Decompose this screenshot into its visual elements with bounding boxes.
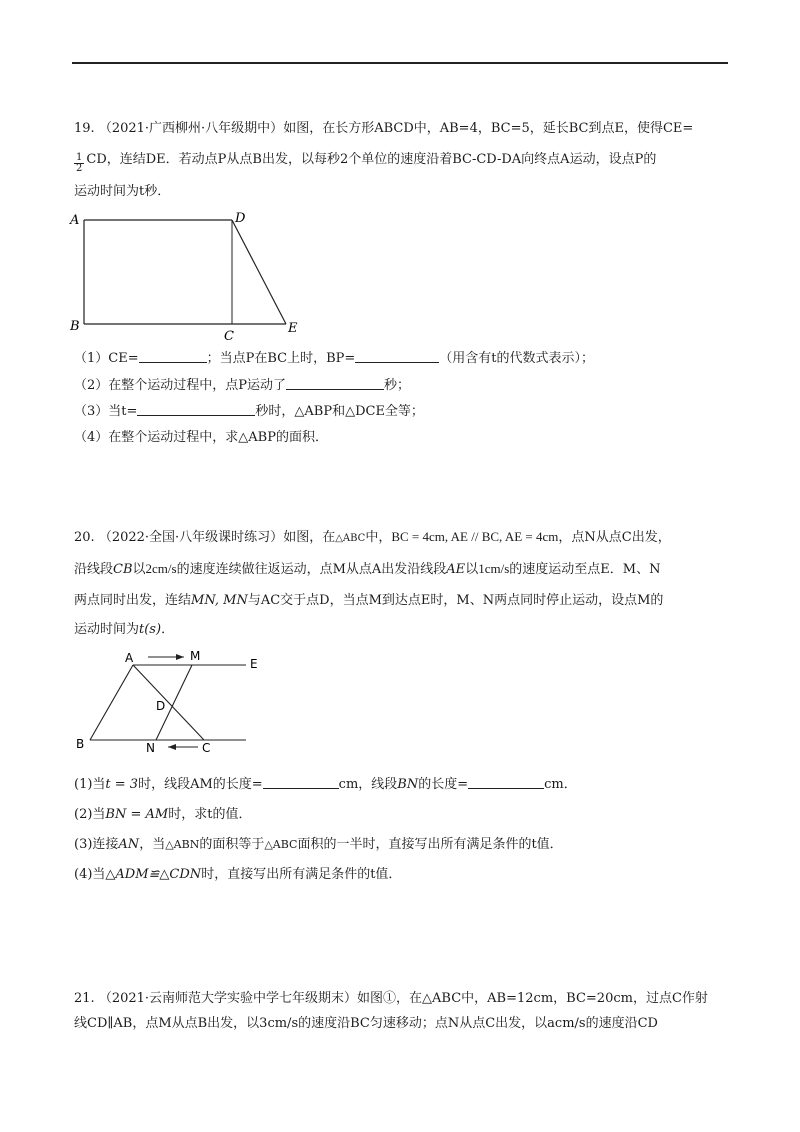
q20-sub-3: (3)连接AN，当△ABN的面积等于△ABC面积的一半时，直接写出所有满足条件的t值． — [74, 837, 563, 852]
q19-label-E: E — [288, 321, 298, 336]
q20-line-4: 运动时间为t(s)． — [74, 622, 175, 637]
q19-label-B: B — [70, 319, 80, 334]
q19-fraction: $\frac{1}{2}$ — [76, 152, 83, 174]
q20-sub-4: (4)当△ADM≌△CDN时，直接写出所有满足条件的t值． — [74, 867, 402, 882]
q19-sub-2: （2）在整个运动过程中，点P运动了 秒； — [74, 378, 411, 393]
q19-label-D: D — [235, 211, 246, 226]
arrow-left-icon — [168, 744, 176, 750]
svg-text:B: B — [76, 737, 85, 751]
q19-blank-1[interactable] — [139, 350, 207, 363]
header-rule — [72, 62, 728, 64]
q20-sub-1: (1)当t = 3时，线段AM的长度= cm，线段BN的长度= cm． — [74, 777, 577, 792]
q19-figure — [66, 208, 306, 344]
svg-text:D: D — [156, 699, 166, 713]
q19-blank-2[interactable] — [355, 350, 439, 363]
svg-text:A: A — [125, 651, 134, 665]
q20-line-2: 沿线段CB以2cm/s的速度连续做往返运动，点M从点A出发沿线段AE以1cm/s的速度运动至点E．M、N — [74, 561, 661, 577]
svg-text:M: M — [190, 649, 201, 663]
q19-line-1 — [74, 120, 693, 138]
q19-blank-4[interactable] — [137, 403, 255, 416]
q19-line-2 — [74, 151, 656, 174]
q19-source: （2021·广西柳州·八年级期中） — [98, 121, 284, 136]
q20-figure — [76, 648, 276, 758]
q20-line-1: 20. （2022·全国·八年级课时练习）如图，在△ABC中，BC = 4cm, AE // BC, AE = 4cm，点N从点C出发， — [74, 529, 671, 545]
q19-sub-4: （4）在整个运动过程中，求△ABP的面积． — [74, 430, 328, 445]
svg-text:E: E — [250, 657, 258, 671]
q19-number: 19. — [74, 121, 95, 136]
q19-sub-1: （1）CE= ；当点P在BC上时，BP= （用含有t的代数式表示）； — [74, 351, 595, 366]
q19-line-3: 运动时间为t秒． — [74, 184, 171, 199]
q20-blank-1[interactable] — [263, 776, 339, 789]
q20-line-3: 两点同时出发，连结MN, MN与AC交于点D，当点M到达点E时，M、N两点同时停止运动，设点M的 — [74, 593, 664, 608]
q19-label-A: A — [70, 213, 80, 228]
q20-sub-2: (2)当BN = AM时，求t的值． — [74, 807, 252, 822]
svg-text:N: N — [146, 741, 155, 755]
q21-line-2: 线CD∥AB，点M从点B出发，以3cm/s的速度沿BC匀速移动；点N从点C出发，以acm/s的速度沿CD — [74, 1016, 658, 1031]
q20-blank-2[interactable] — [468, 776, 544, 789]
q19-text-1: 如图，在长方形ABCD中，AB=4，BC=5，延长BC到点E，使得CE= — [283, 121, 694, 136]
q19-blank-3[interactable] — [286, 377, 384, 390]
q19-label-C: C — [224, 329, 234, 344]
q19-text-2: CD，连结DE．若动点P从点B出发，以每秒2个单位的速度沿着BC-CD-DA向终点A运动，设点P的 — [86, 152, 657, 167]
q21-line-1: 21. （2021·云南师范大学实验中学七年级期末）如图①，在△ABC中，AB=12cm，BC=20cm，过点C作射 — [74, 991, 708, 1006]
svg-text:C: C — [202, 741, 211, 755]
arrow-right-icon — [176, 654, 184, 660]
q19-sub-3: （3）当t= 秒时，△ABP和△DCE全等； — [74, 404, 424, 419]
